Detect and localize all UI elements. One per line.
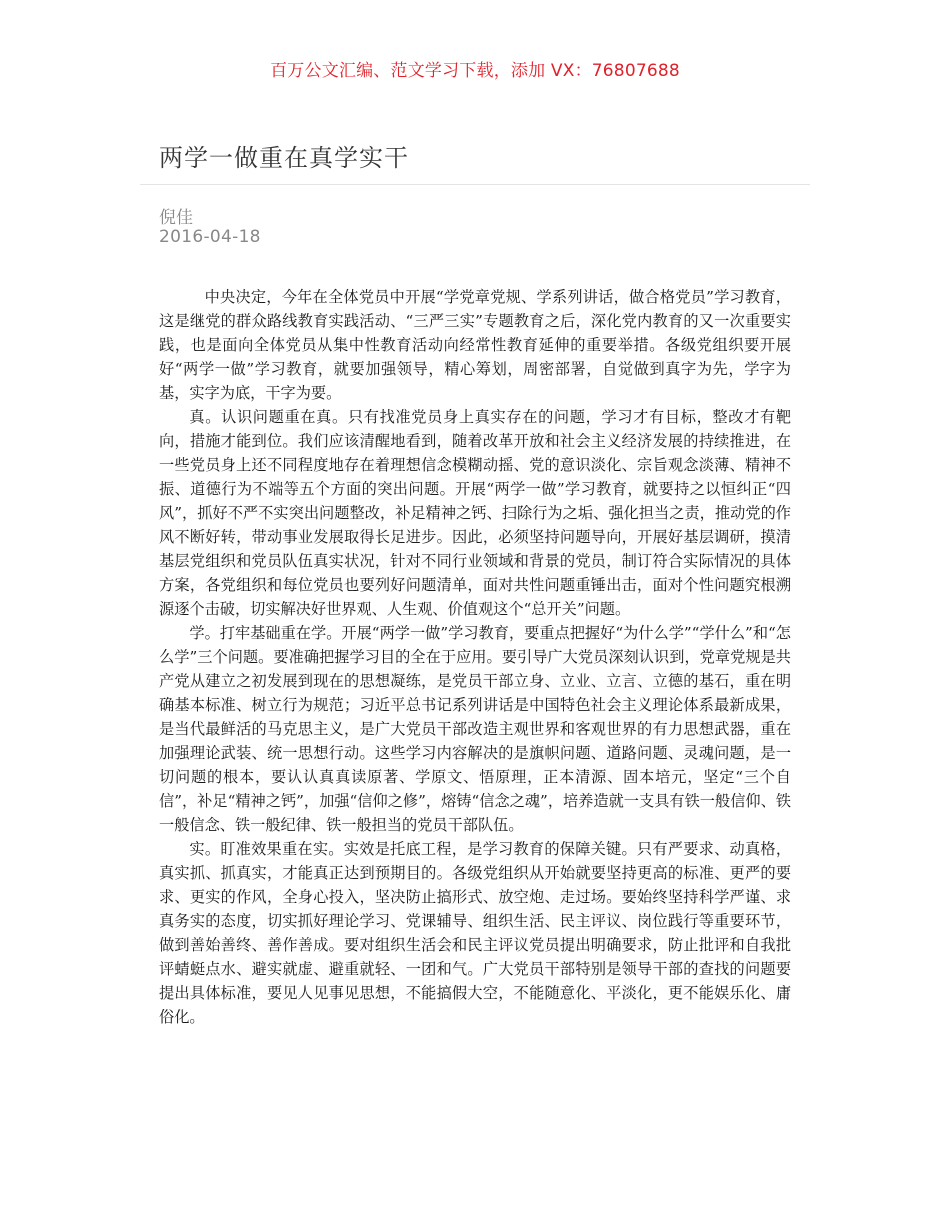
paragraph-xue: 学。打牢基础重在学。开展“两学一做”学习教育，要重点把握好“为什么学”“学什么”和“怎么学”三个问题。要准确把握学习目的全在于应用。要引导广大党员深刻认识到，党章党规是共产党从建立之初发展到现在的思想凝练，是党员干部立身、立业、立言、立德的基石，重在明确基本标准、树立行为规范；习近平总书记系列讲话是中国特色社会主义理论体系最新成果，是当代最鲜活的马克思主义，是广大党员干部改造主观世界和客观世界的有力思想武器，重在加强理论武装、统一思想行动。这些学习内容解决的是旗帜问题、道路问题、灵魂问题，是一切问题的根本，要认认真真读原著、学原文、悟原理，正本清源、固本培元，坚定“三个自信”，补足“精神之钙”，加强“信仰之修”，熔铸“信念之魂”，培养造就一支具有铁一般信仰、铁一般信念、铁一般纪律、铁一般担当的党员干部队伍。 bbox=[159, 624, 791, 834]
promo-banner: 百万公文汇编、范文学习下载，添加 VX：76807688 bbox=[270, 61, 680, 81]
paragraph-shi: 实。盯准效果重在实。实效是托底工程，是学习教育的保障关键。只有严要求、动真格，真实抓、抓真实，才能真正达到预期目的。各级党组织从开始就要坚持更高的标准、更严的要求、更实的作风，全身心投入，坚决防止搞形式、放空炮、走过场。要始终坚持科学严谨、求真务实的态度，切实抓好理论学习、党课辅导、组织生活、民主评议、岗位践行等重要环节，做到善始善终、善作善成。要对组织生活会和民主评议党员提出明确要求，防止批评和自我批评蜻蜓点水、避实就虚、避重就轻、一团和气。广大党员干部特别是领导干部的查找的问题要提出具体标准，要见人见事见思想，不能搞假大空，不能随意化、平淡化，更不能娱乐化、庸俗化。 bbox=[159, 840, 791, 1026]
paragraph-intro: 中央决定，今年在全体党员中开展“学党章党规、学系列讲话，做合格党员”学习教育，这是继党的群众路线教育实践活动、“三严三实”专题教育之后，深化党内教育的又一次重要实践，也是面向全体党员从集中性教育活动向经常性教育延伸的重要举措。各级党组织要开展好“两学一做”学习教育，就要加强领导，精心筹划，周密部署，自觉做到真字为先，学字为基，实字为底，干字为要。 bbox=[159, 288, 791, 402]
article-author: 倪佳 bbox=[159, 208, 193, 228]
article-body bbox=[159, 285, 791, 1029]
article-title: 两学一做重在真学实干 bbox=[159, 144, 409, 172]
article-date: 2016-04-18 bbox=[159, 227, 261, 247]
title-divider bbox=[140, 184, 810, 185]
paragraph-zhen: 真。认识问题重在真。只有找准党员身上真实存在的问题，学习才有目标，整改才有靶向，措施才能到位。我们应该清醒地看到，随着改革开放和社会主义经济发展的持续推进，在一些党员身上还不同程度地存在着理想信念模糊动摇、党的意识淡化、宗旨观念淡薄、精神不振、道德行为不端等五个方面的突出问题。开展“两学一做”学习教育，就要持之以恒纠正“四风”，抓好不严不实突出问题整改，补足精神之钙、扫除行为之垢、强化担当之责，推动党的作风不断好转，带动事业发展取得长足进步。因此，必须坚持问题导向，开展好基层调研，摸清基层党组织和党员队伍真实状况，针对不同行业领域和背景的党员，制订符合实际情况的具体方案，各党组织和每位党员也要列好问题清单，面对共性问题重锤出击，面对个性问题究根溯源逐个击破，切实解决好世界观、人生观、价值观这个“总开关”问题。 bbox=[159, 408, 791, 618]
